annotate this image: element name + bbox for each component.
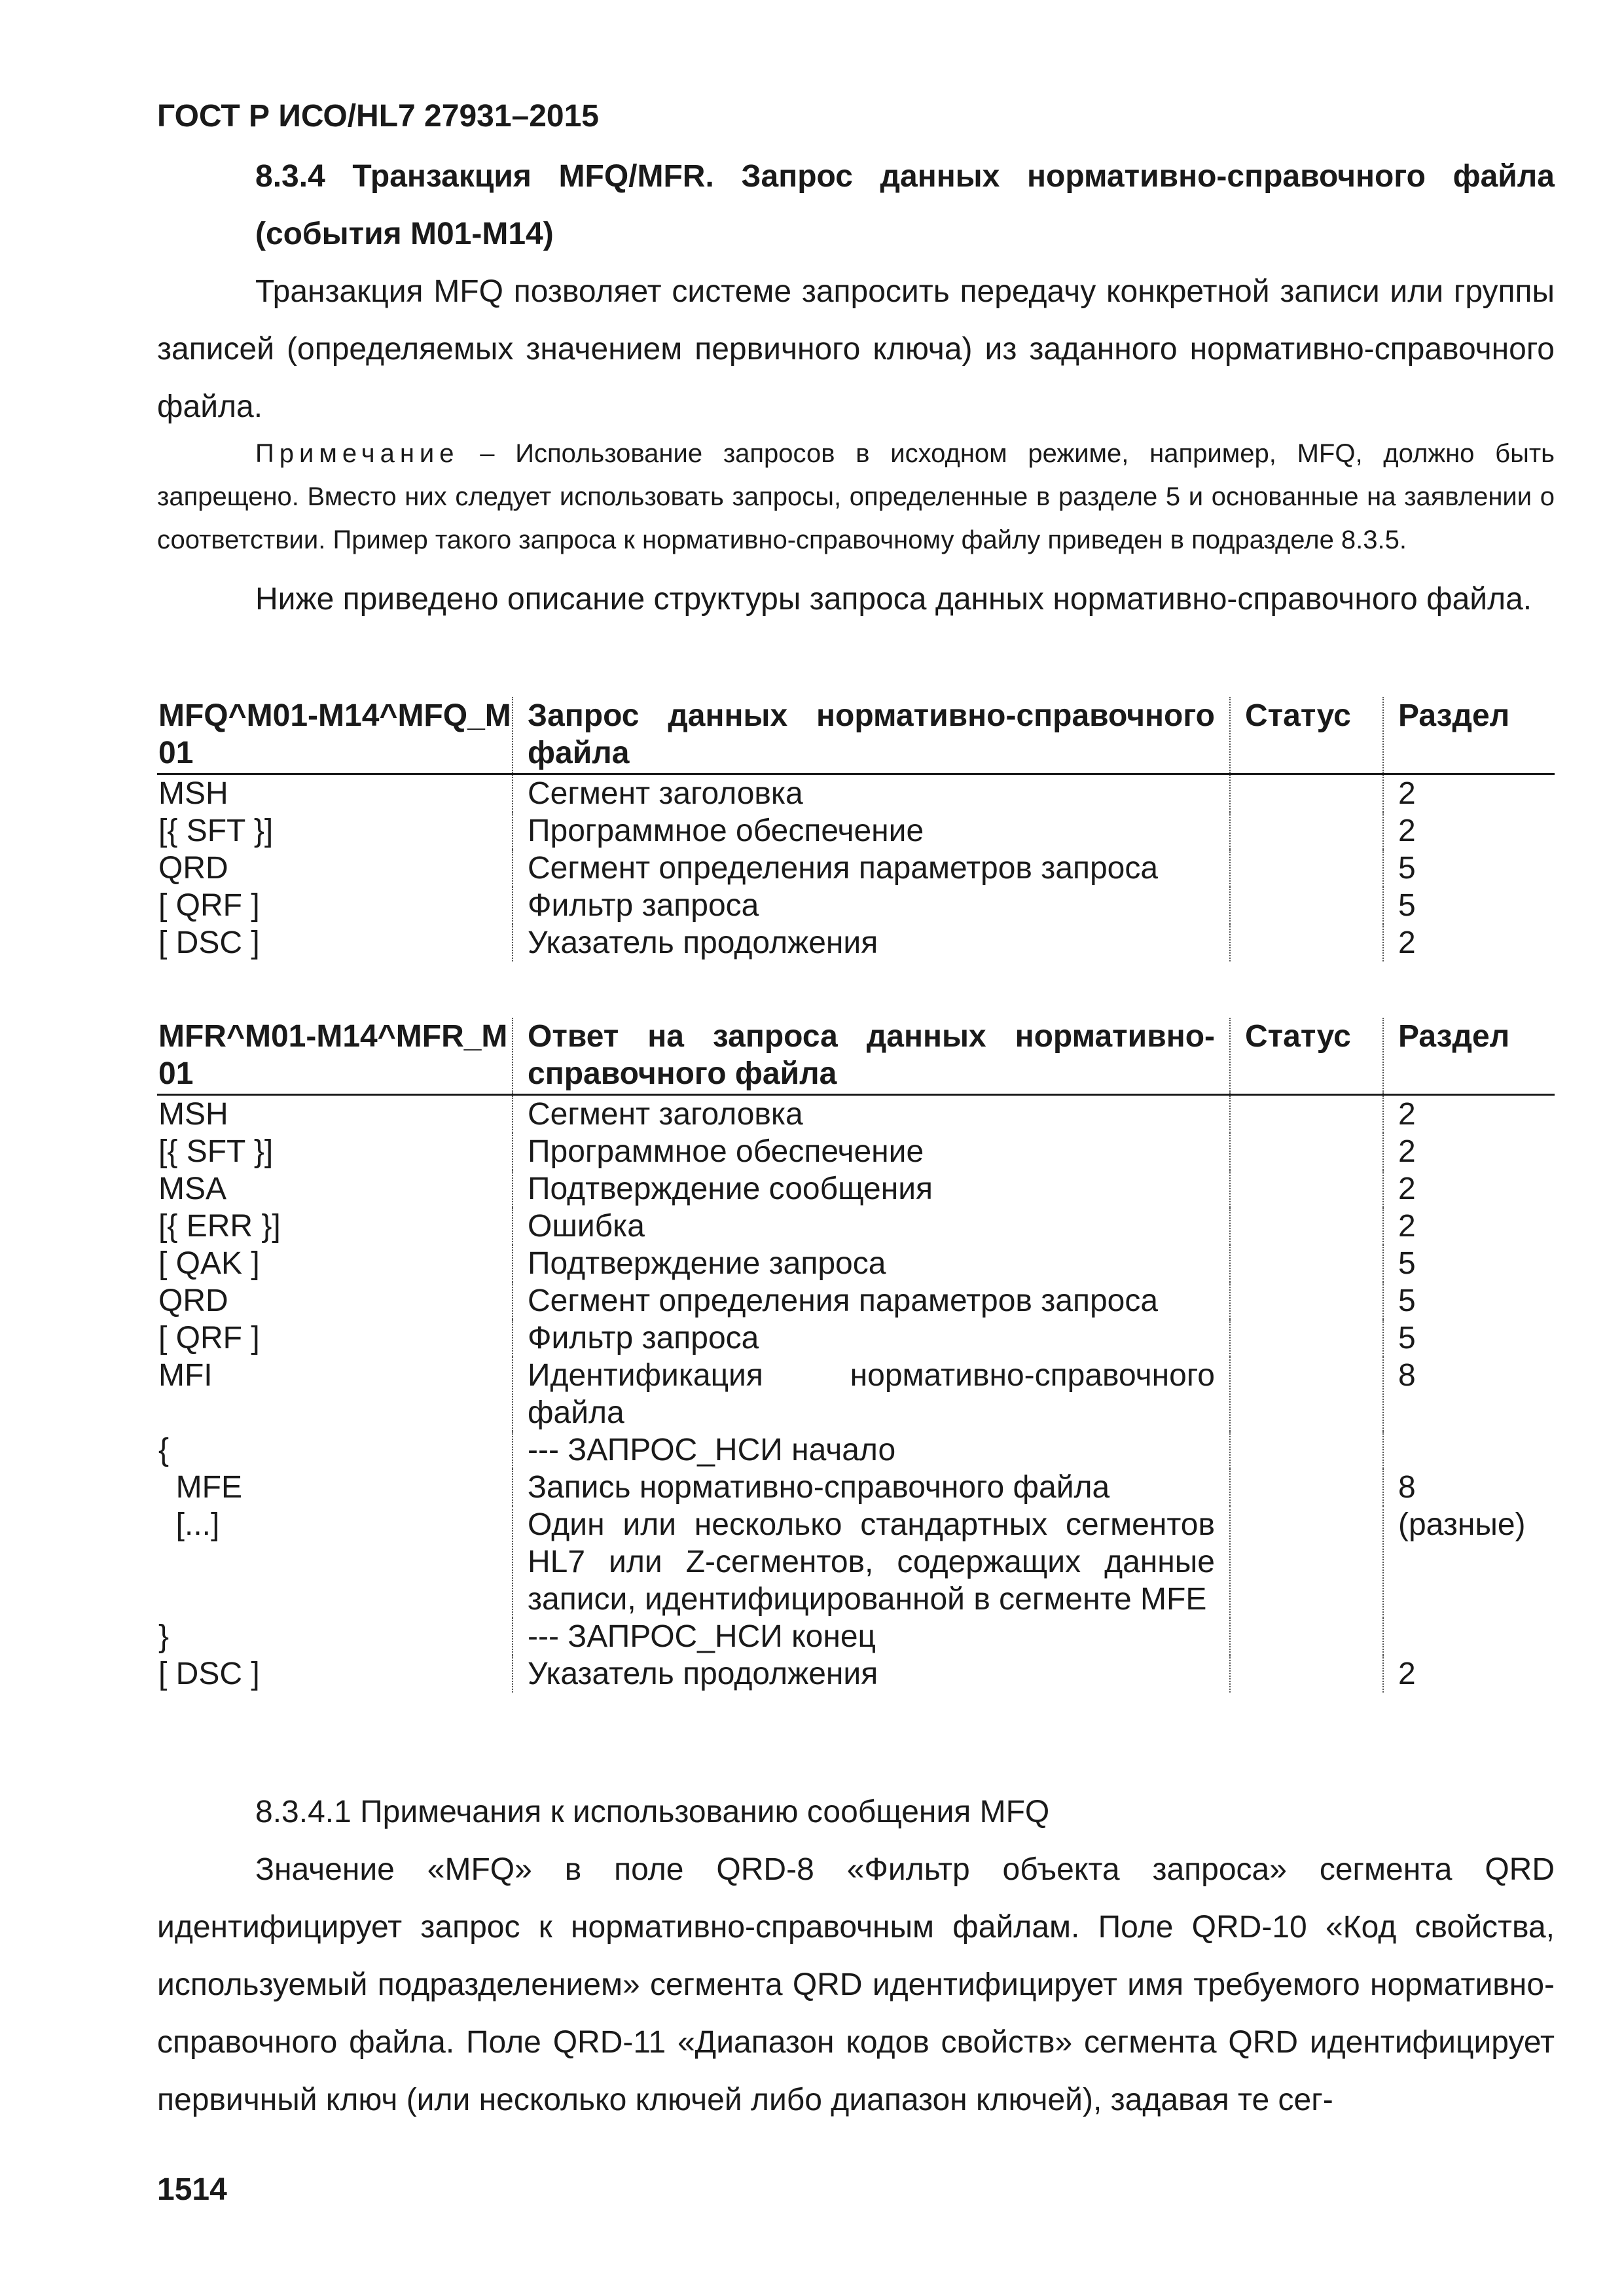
table-row (157, 1170, 1555, 1208)
mfr-table-body (157, 1095, 1555, 1693)
status-cell (1230, 1282, 1383, 1319)
table-row (157, 1469, 1555, 1506)
note-label: Примечание (255, 439, 460, 468)
description-cell: Сегмент определения параметров запроса (513, 850, 1230, 887)
description-cell: --- ЗАПРОС_НСИ конец (513, 1618, 1230, 1655)
segment-cell: MFE (158, 1470, 242, 1505)
structure-intro-paragraph: Ниже приведено описание структуры запроса данных нормативно-справочного файла. (255, 582, 1532, 617)
table-row (157, 1133, 1555, 1170)
table-row (157, 1319, 1555, 1357)
table-row (157, 1357, 1555, 1431)
section-cell: 2 (1383, 1095, 1555, 1134)
segment-cell: [ QAK ] (158, 1246, 260, 1281)
description-cell: Указатель продолжения (513, 924, 1230, 961)
segment-cell: MSH (158, 1097, 228, 1132)
section-cell: 2 (1383, 812, 1555, 850)
header-structure: MFQ^M01-M14^MFQ_M01 (157, 697, 513, 774)
section-cell: 8 (1383, 1469, 1555, 1506)
subsection-heading: 8.3.4.1 Примечания к использованию сообщения MFQ (255, 1795, 1050, 1829)
page-number: 1514 (157, 2172, 227, 2207)
section-cell: 5 (1383, 850, 1555, 887)
table-row (157, 1618, 1555, 1655)
table-row (157, 1655, 1555, 1693)
mfq-message-table (157, 697, 1555, 961)
header-description: Запрос данных нормативно-справочного файла (513, 697, 1230, 774)
status-cell (1230, 1655, 1383, 1693)
description-cell: Ошибка (513, 1208, 1230, 1245)
table-row (157, 1095, 1555, 1134)
section-cell: 2 (1383, 924, 1555, 961)
description-cell: Сегмент заголовка (513, 774, 1230, 813)
segment-cell: [ QRF ] (158, 888, 260, 923)
section-cell: 2 (1383, 774, 1555, 813)
section-heading: 8.3.4 Транзакция MFQ/MFR. Запрос данных нормативно-справочного файла (события M01-M14) (255, 159, 1555, 251)
status-cell (1230, 924, 1383, 961)
table-row (157, 1245, 1555, 1282)
header-status: Статус (1230, 1018, 1383, 1095)
note-text: – Использование запросов в исходном режиме, например, MFQ, должно быть запрещено. Вместо них следует использовать запросы, определенные в разделе 5 и основанные на заявлении о соответствии. Пример такого запроса к нормативно-справочному файлу приведен в подразделе 8.3.5. (157, 439, 1555, 554)
section-cell (1383, 1431, 1555, 1469)
mfq-table-body (157, 774, 1555, 962)
status-cell (1230, 850, 1383, 887)
segment-cell: [ QRF ] (158, 1321, 260, 1355)
description-cell: Подтверждение запроса (513, 1245, 1230, 1282)
description-cell: Идентификация нормативно-справочного файла (513, 1357, 1230, 1431)
header-status: Статус (1230, 697, 1383, 774)
status-cell (1230, 812, 1383, 850)
status-cell (1230, 1357, 1383, 1431)
table-row (157, 924, 1555, 961)
status-cell (1230, 1618, 1383, 1655)
table-row (157, 812, 1555, 850)
status-cell (1230, 1506, 1383, 1618)
note-paragraph (157, 432, 1555, 562)
header-structure: MFR^M01-M14^MFR_M01 (157, 1018, 513, 1095)
description-cell: Фильтр запроса (513, 1319, 1230, 1357)
mfr-message-table (157, 1018, 1555, 1693)
description-cell: Фильтр запроса (513, 887, 1230, 924)
description-cell: Запись нормативно-справочного файла (513, 1469, 1230, 1506)
status-cell (1230, 887, 1383, 924)
segment-cell: QRD (158, 1283, 228, 1318)
segment-cell: MSA (158, 1172, 227, 1206)
status-cell (1230, 1170, 1383, 1208)
table-row (157, 1282, 1555, 1319)
section-cell: 8 (1383, 1357, 1555, 1431)
description-cell: Указатель продолжения (513, 1655, 1230, 1693)
section-cell: 2 (1383, 1655, 1555, 1693)
table-row (157, 850, 1555, 887)
status-cell (1230, 774, 1383, 813)
section-cell: 2 (1383, 1133, 1555, 1170)
header-section: Раздел (1383, 697, 1555, 774)
status-cell (1230, 1431, 1383, 1469)
segment-cell: [ DSC ] (158, 925, 260, 960)
section-cell: 5 (1383, 1245, 1555, 1282)
table-row (157, 1208, 1555, 1245)
segment-cell: MFI (158, 1358, 213, 1393)
section-cell: 2 (1383, 1208, 1555, 1245)
intro-paragraph: Транзакция MFQ позволяет системе запросить передачу конкретной записи или группы записей (определяемых значением первичного ключа) из заданного нормативно-справочного файла. (157, 274, 1555, 424)
header-section: Раздел (1383, 1018, 1555, 1095)
document-standard-header: ГОСТ Р ИСО/HL7 27931–2015 (157, 99, 599, 134)
table-header-row (157, 1018, 1555, 1095)
section-cell: 5 (1383, 1319, 1555, 1357)
segment-cell: [ DSC ] (158, 1657, 260, 1691)
description-cell: Подтверждение сообщения (513, 1170, 1230, 1208)
segment-cell: [{ SFT }] (158, 1134, 274, 1169)
description-cell: Сегмент заголовка (513, 1095, 1230, 1134)
segment-cell: } (158, 1619, 170, 1654)
table-row (157, 1506, 1555, 1618)
section-cell (1383, 1618, 1555, 1655)
status-cell (1230, 1208, 1383, 1245)
status-cell (1230, 1245, 1383, 1282)
segment-cell: { (158, 1433, 170, 1467)
table-row (157, 1431, 1555, 1469)
status-cell (1230, 1095, 1383, 1134)
description-cell: Сегмент определения параметров запроса (513, 1282, 1230, 1319)
segment-cell: QRD (158, 851, 228, 886)
description-cell: --- ЗАПРОС_НСИ начало (513, 1431, 1230, 1469)
section-cell: 2 (1383, 1170, 1555, 1208)
section-cell: 5 (1383, 1282, 1555, 1319)
segment-cell: [{ ERR }] (158, 1209, 281, 1244)
table-row (157, 887, 1555, 924)
table-header-row (157, 697, 1555, 774)
status-cell (1230, 1319, 1383, 1357)
section-cell: 5 (1383, 887, 1555, 924)
subsection-paragraph: Значение «MFQ» в поле QRD-8 «Фильтр объекта запроса» сегмента QRD идентифицирует запрос к нормативно-справочным файлам. Поле QRD-10 «Код свойства, используемый подразделением» сегмента QRD идентифицирует имя требуемого нормативно-справочного файла. Поле QRD-11 «Диапазон кодов свойств» сегмента QRD идентифицирует первичный ключ (или несколько ключей либо диапазон ключей), задавая те сег- (157, 1852, 1555, 2117)
status-cell (1230, 1469, 1383, 1506)
segment-cell: [{ SFT }] (158, 814, 274, 848)
segment-cell: MSH (158, 776, 228, 811)
description-cell: Программное обеспечение (513, 812, 1230, 850)
section-cell: (разные) (1383, 1506, 1555, 1618)
header-description: Ответ на запроса данных нормативно-справочного файла (513, 1018, 1230, 1095)
segment-cell: [...] (158, 1507, 220, 1542)
table-row (157, 774, 1555, 813)
description-cell: Программное обеспечение (513, 1133, 1230, 1170)
description-cell: Один или несколько стандартных сегментов HL7 или Z-сегментов, содержащих данные записи, идентифицированной в сегменте MFE (513, 1506, 1230, 1618)
status-cell (1230, 1133, 1383, 1170)
